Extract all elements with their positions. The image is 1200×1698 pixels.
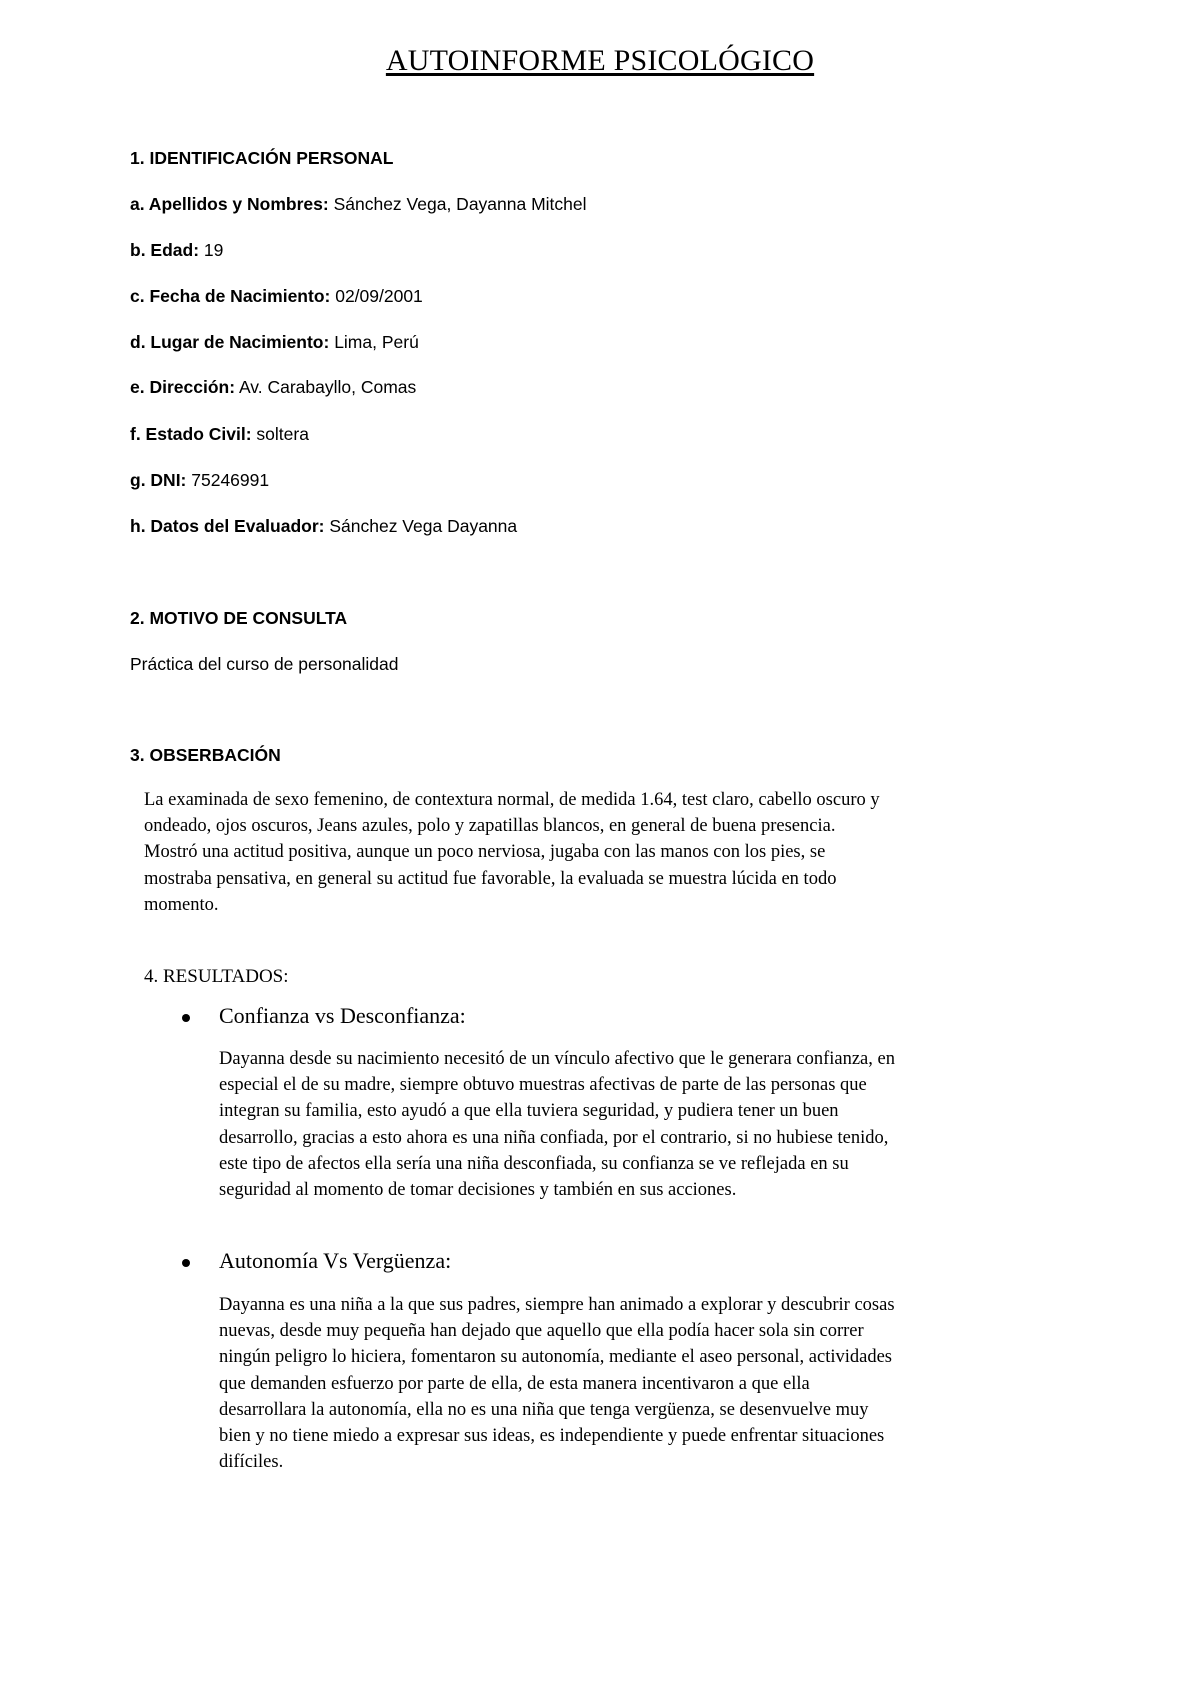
field-value: 02/09/2001 xyxy=(330,286,423,306)
result-paragraph-autonomia xyxy=(219,1292,895,1475)
paragraph-line: que demanden esfuerzo por parte de ella, de esta manera incentivaron a que ella xyxy=(219,1373,810,1394)
field-apellidos-nombres xyxy=(130,194,587,215)
field-label: e. Dirección: xyxy=(130,377,236,397)
observacion-paragraph xyxy=(144,787,880,918)
bullet-icon xyxy=(182,1014,190,1022)
field-value: Sánchez Vega Dayanna xyxy=(324,516,518,536)
field-value: Av. Carabayllo, Comas xyxy=(235,377,417,397)
paragraph-line: mostraba pensativa, en general su actitud fue favorable, la evaluada se muestra lúcida en todo xyxy=(144,868,837,889)
motivo-text: Práctica del curso de personalidad xyxy=(130,654,399,674)
field-value: soltera xyxy=(251,424,309,444)
field-value: Lima, Perú xyxy=(329,332,419,352)
page-title: AUTOINFORME PSICOLÓGICO xyxy=(385,44,815,77)
field-datos-evaluador xyxy=(130,516,517,537)
section-heading-resultados: 4. RESULTADOS: xyxy=(144,966,289,987)
field-lugar-nacimiento xyxy=(130,332,419,353)
section-heading-identification: 1. IDENTIFICACIÓN PERSONAL xyxy=(130,148,394,168)
result-paragraph-confianza xyxy=(219,1046,895,1203)
section-heading-motivo: 2. MOTIVO DE CONSULTA xyxy=(130,608,348,628)
paragraph-line: nuevas, desde muy pequeña han dejado que aquello que ella podía hacer sola sin correr xyxy=(219,1321,864,1342)
field-label: d. Lugar de Nacimiento: xyxy=(130,332,330,352)
paragraph-line: desarrollara la autonomía, ella no es una niña que tenga vergüenza, se desenvuelve muy xyxy=(219,1399,869,1420)
section-heading-observacion: 3. OBSERBACIÓN xyxy=(130,745,281,765)
result-title-autonomia: Autonomía Vs Vergüenza: xyxy=(219,1248,452,1273)
paragraph-line: este tipo de afectos ella sería una niña desconfiada, su confianza se ve reflejada en su xyxy=(219,1153,849,1174)
paragraph-line: bien y no tiene miedo a expresar sus ideas, es independiente y puede enfrentar situaciones xyxy=(219,1426,885,1447)
paragraph-line: especial el de su madre, siempre obtuvo muestras afectivas de parte de las personas que xyxy=(219,1075,867,1096)
paragraph-line: Dayanna desde su nacimiento necesitó de un vínculo afectivo que le generara confianza, en xyxy=(219,1049,895,1069)
paragraph-line: difíciles. xyxy=(219,1452,284,1473)
field-direccion xyxy=(130,377,416,398)
paragraph-line: seguridad al momento de tomar decisiones y también en sus acciones. xyxy=(219,1180,737,1201)
paragraph-line: momento. xyxy=(144,894,219,915)
field-label: h. Datos del Evaluador: xyxy=(130,516,325,536)
paragraph-line: Dayanna es una niña a la que sus padres, siempre han animado a explorar y descubrir cosas xyxy=(219,1295,895,1315)
field-value: Sánchez Vega, Dayanna Mitchel xyxy=(328,194,587,214)
paragraph-line: La examinada de sexo femenino, de contextura normal, de medida 1.64, test claro, cabello oscuro y xyxy=(144,790,880,810)
result-title-confianza: Confianza vs Desconfianza: xyxy=(219,1003,466,1028)
paragraph-line: desarrollo, gracias a esto ahora es una niña confiada, por el contrario, si no hubiese tenido, xyxy=(219,1127,889,1148)
paragraph-line: Mostró una actitud positiva, aunque un poco nerviosa, jugaba con las manos con los pies, se xyxy=(144,842,826,863)
paragraph-line: ningún peligro lo hiciera, fomentaron su autonomía, mediante el aseo personal, actividades xyxy=(219,1347,892,1368)
field-fecha-nacimiento xyxy=(130,286,423,307)
field-label: a. Apellidos y Nombres: xyxy=(130,194,329,214)
bullet-icon xyxy=(182,1259,190,1267)
field-label: b. Edad: xyxy=(130,240,200,260)
field-dni xyxy=(130,470,269,491)
field-edad xyxy=(130,240,223,261)
field-label: g. DNI: xyxy=(130,470,187,490)
field-label: f. Estado Civil: xyxy=(130,424,252,444)
paragraph-line: integran su familia, esto ayudó a que ella tuviera seguridad, y pudiera tener un buen xyxy=(219,1101,839,1122)
paragraph-line: ondeado, ojos oscuros, Jeans azules, polo y zapatillas blancos, en general de buena presencia. xyxy=(144,816,836,837)
field-value: 19 xyxy=(199,240,224,260)
field-estado-civil xyxy=(130,424,309,445)
field-label: c. Fecha de Nacimiento: xyxy=(130,286,331,306)
field-value: 75246991 xyxy=(186,470,270,490)
